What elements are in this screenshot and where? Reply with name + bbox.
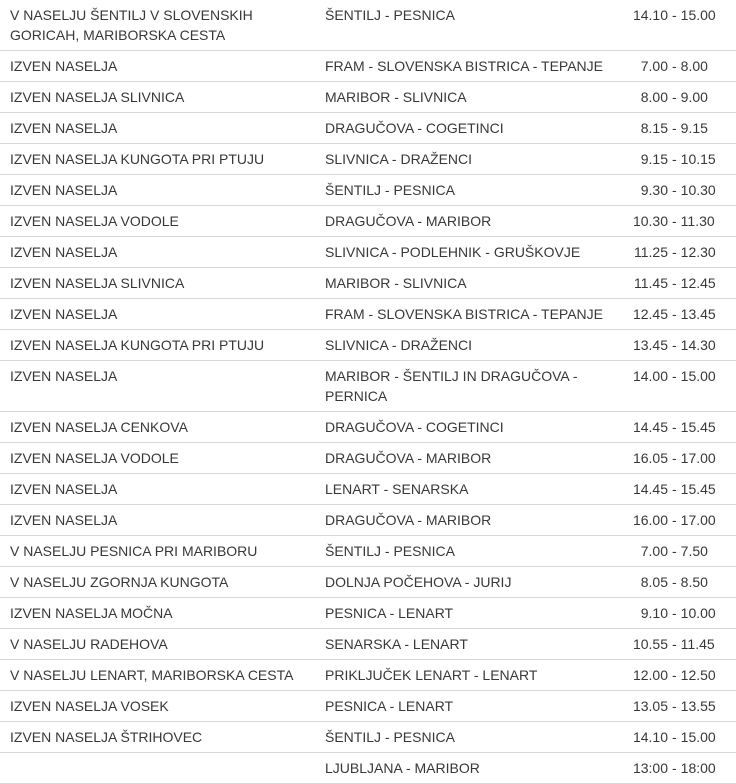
time-cell	[620, 541, 736, 561]
location-cell	[0, 335, 315, 355]
route-text: DRAGUČOVA - COGETINCI	[325, 419, 504, 435]
route-text: FRAM - SLOVENSKA BISTRICA - TEPANJE	[325, 306, 603, 322]
location-cell	[0, 366, 315, 386]
time-start-text: 16.05	[632, 450, 668, 466]
location-cell	[0, 273, 315, 293]
location-cell	[0, 448, 315, 468]
time-separator: -	[672, 698, 677, 714]
location-text: IZVEN NASELJA MOČNA	[10, 605, 173, 621]
table-row[interactable]	[0, 629, 736, 660]
time-start-text: 12.45	[632, 306, 668, 322]
location-text: IZVEN NASELJA	[10, 306, 118, 322]
time-end-text: 7.50	[680, 543, 708, 559]
time-start-text: 9.10	[640, 605, 668, 621]
location-cell	[0, 149, 315, 169]
time-end-text: 11.30	[680, 213, 715, 229]
route-text: FRAM - SLOVENSKA BISTRICA - TEPANJE	[325, 58, 603, 74]
location-text: IZVEN NASELJA VODOLE	[10, 450, 179, 466]
location-text: V NASELJU LENART, MARIBORSKA CESTA	[10, 667, 294, 683]
time-cell	[620, 242, 736, 262]
route-cell	[315, 510, 620, 530]
location-text: IZVEN NASELJA KUNGOTA PRI PTUJU	[10, 337, 265, 353]
time-cell	[620, 366, 736, 386]
time-separator: -	[672, 512, 677, 528]
route-text: ŠENTILJ - PESNICA	[325, 7, 455, 23]
route-text: SLIVNICA - PODLEHNIK - GRUŠKOVJE	[325, 244, 581, 260]
table-row[interactable]	[0, 474, 736, 505]
location-text: IZVEN NASELJA CENKOVA	[10, 419, 188, 435]
location-cell	[0, 304, 315, 324]
route-cell	[315, 56, 620, 76]
route-text: MARIBOR - SLIVNICA	[325, 275, 467, 291]
table-row[interactable]	[0, 175, 736, 206]
route-cell	[315, 5, 620, 25]
time-separator: -	[672, 244, 677, 260]
time-end-text: 10.30	[680, 182, 716, 198]
table-row[interactable]	[0, 113, 736, 144]
time-cell	[620, 180, 736, 200]
time-cell	[620, 603, 736, 623]
time-cell	[620, 758, 736, 778]
location-text: V NASELJU PESNICA PRI MARIBORU	[10, 543, 258, 559]
route-text: SENARSKA - LENART	[325, 636, 468, 652]
route-text: MARIBOR - ŠENTILJ IN DRAGUČOVA - PERNICA	[325, 368, 578, 404]
table-row[interactable]	[0, 722, 736, 753]
location-cell	[0, 479, 315, 499]
route-cell	[315, 304, 620, 324]
location-cell	[0, 634, 315, 654]
route-text: LENART - SENARSKA	[325, 481, 469, 497]
time-start-text: 11.45	[634, 275, 668, 291]
route-cell	[315, 87, 620, 107]
time-start-text: 10.30	[632, 213, 668, 229]
route-text: DOLNJA POČEHOVA - JURIJ	[325, 574, 512, 590]
route-cell	[315, 634, 620, 654]
location-cell	[0, 5, 315, 45]
time-start-text: 8.00	[640, 89, 668, 105]
route-text: DRAGUČOVA - COGETINCI	[325, 120, 504, 136]
location-cell	[0, 603, 315, 623]
time-start-text: 12.00	[632, 667, 668, 683]
table-row[interactable]	[0, 505, 736, 536]
time-separator: -	[672, 182, 677, 198]
time-start-text: 9.15	[640, 151, 668, 167]
location-text: IZVEN NASELJA	[10, 368, 118, 384]
time-separator: -	[672, 729, 677, 745]
location-text: IZVEN NASELJA	[10, 481, 118, 497]
time-cell	[620, 665, 736, 685]
time-end-text: 8.00	[680, 58, 708, 74]
time-separator: -	[672, 213, 677, 229]
time-start-text: 16.00	[632, 512, 668, 528]
time-separator: -	[672, 574, 677, 590]
route-cell	[315, 335, 620, 355]
time-separator: -	[672, 275, 677, 291]
time-end-text: 15.00	[680, 729, 716, 745]
table-row[interactable]	[0, 206, 736, 237]
time-cell	[620, 273, 736, 293]
time-separator: -	[672, 120, 677, 136]
time-start-text: 14.45	[632, 419, 668, 435]
time-separator: -	[672, 636, 677, 652]
time-start-text: 13.45	[632, 337, 668, 353]
time-separator: -	[672, 89, 677, 105]
time-end-text: 15.45	[680, 419, 716, 435]
time-end-text: 9.15	[680, 120, 708, 136]
route-cell	[315, 211, 620, 231]
time-end-text: 8.50	[680, 574, 708, 590]
table-row[interactable]	[0, 412, 736, 443]
route-text: ŠENTILJ - PESNICA	[325, 543, 455, 559]
location-text: IZVEN NASELJA SLIVNICA	[10, 89, 185, 105]
route-cell	[315, 448, 620, 468]
time-cell	[620, 479, 736, 499]
time-separator: -	[672, 337, 677, 353]
time-separator: -	[672, 151, 677, 167]
route-text: SLIVNICA - DRAŽENCI	[325, 337, 473, 353]
route-cell	[315, 180, 620, 200]
time-start-text: 11.25	[634, 244, 668, 260]
location-text: IZVEN NASELJA VOSEK	[10, 698, 169, 714]
route-text: MARIBOR - SLIVNICA	[325, 89, 467, 105]
time-end-text: 12.30	[680, 244, 716, 260]
route-text: SLIVNICA - DRAŽENCI	[325, 151, 473, 167]
time-separator: -	[672, 667, 677, 683]
time-separator: -	[672, 368, 677, 384]
table-row[interactable]	[0, 536, 736, 567]
location-cell	[0, 727, 315, 747]
route-text: PESNICA - LENART	[325, 698, 454, 714]
time-cell	[620, 118, 736, 138]
time-cell	[620, 56, 736, 76]
time-separator: -	[672, 760, 677, 776]
route-text: PRIKLJUČEK LENART - LENART	[325, 667, 538, 683]
time-separator: -	[672, 605, 677, 621]
time-start-text: 13.05	[632, 698, 668, 714]
time-cell	[620, 696, 736, 716]
table-row[interactable]	[0, 268, 736, 299]
route-cell	[315, 603, 620, 623]
time-separator: -	[672, 58, 677, 74]
location-cell	[0, 572, 315, 592]
location-cell	[0, 87, 315, 107]
route-text: ŠENTILJ - PESNICA	[325, 182, 455, 198]
route-cell	[315, 727, 620, 747]
time-cell	[620, 87, 736, 107]
time-separator: -	[672, 481, 677, 497]
location-cell	[0, 242, 315, 262]
table-row[interactable]	[0, 237, 736, 268]
time-start-text: 9.30	[640, 182, 668, 198]
time-end-text: 17.00	[680, 450, 716, 466]
location-cell	[0, 56, 315, 76]
route-text: DRAGUČOVA - MARIBOR	[325, 512, 492, 528]
time-end-text: 15.45	[680, 481, 716, 497]
table-row[interactable]	[0, 753, 736, 784]
time-cell	[620, 5, 736, 25]
location-text: IZVEN NASELJA	[10, 182, 118, 198]
time-end-text: 13.45	[680, 306, 716, 322]
time-end-text: 15.00	[680, 7, 716, 23]
route-cell	[315, 572, 620, 592]
route-text: PESNICA - LENART	[325, 605, 454, 621]
location-text: IZVEN NASELJA	[10, 244, 118, 260]
time-start-text: 7.00	[640, 58, 668, 74]
route-text: LJUBLJANA - MARIBOR	[325, 760, 480, 776]
location-cell	[0, 180, 315, 200]
time-cell	[620, 335, 736, 355]
table-row[interactable]	[0, 0, 736, 51]
time-cell	[620, 510, 736, 530]
time-end-text: 11.45	[680, 636, 715, 652]
time-cell	[620, 417, 736, 437]
location-text: IZVEN NASELJA KUNGOTA PRI PTUJU	[10, 151, 265, 167]
location-text: V NASELJU RADEHOVA	[10, 636, 168, 652]
route-cell	[315, 696, 620, 716]
time-end-text: 9.00	[680, 89, 708, 105]
location-text: IZVEN NASELJA VODOLE	[10, 213, 179, 229]
location-text: IZVEN NASELJA SLIVNICA	[10, 275, 185, 291]
route-cell	[315, 665, 620, 685]
table-row[interactable]	[0, 330, 736, 361]
time-cell	[620, 634, 736, 654]
table-row[interactable]	[0, 361, 736, 412]
location-text: IZVEN NASELJA	[10, 120, 118, 136]
time-end-text: 18:00	[680, 760, 716, 776]
table-row[interactable]	[0, 660, 736, 691]
time-cell	[620, 572, 736, 592]
time-end-text: 12.45	[680, 275, 716, 291]
table-row[interactable]	[0, 598, 736, 629]
time-cell	[620, 211, 736, 231]
time-start-text: 10.55	[632, 636, 668, 652]
time-end-text: 12.50	[680, 667, 716, 683]
time-end-text: 17.00	[680, 512, 716, 528]
time-cell	[620, 448, 736, 468]
route-cell	[315, 118, 620, 138]
location-text: IZVEN NASELJA	[10, 512, 118, 528]
time-cell	[620, 727, 736, 747]
time-start-text: 7.00	[640, 543, 668, 559]
time-end-text: 13.55	[680, 698, 716, 714]
time-cell	[620, 304, 736, 324]
time-separator: -	[672, 306, 677, 322]
route-cell	[315, 417, 620, 437]
table-row[interactable]	[0, 567, 736, 598]
location-text: IZVEN NASELJA ŠTRIHOVEC	[10, 729, 203, 745]
time-separator: -	[672, 419, 677, 435]
route-cell	[315, 479, 620, 499]
time-separator: -	[672, 543, 677, 559]
location-cell	[0, 211, 315, 231]
time-start-text: 8.05	[640, 574, 668, 590]
time-end-text: 14.30	[680, 337, 716, 353]
location-text: IZVEN NASELJA	[10, 58, 118, 74]
location-cell	[0, 417, 315, 437]
location-cell	[0, 510, 315, 530]
location-cell	[0, 541, 315, 561]
route-cell	[315, 273, 620, 293]
time-start-text: 14.10	[632, 729, 668, 745]
time-start-text: 14.00	[632, 368, 668, 384]
location-text: V NASELJU ŠENTILJ V SLOVENSKIH GORICAH, MARIBORSKA CESTA	[10, 7, 253, 43]
time-start-text: 14.45	[632, 481, 668, 497]
location-text: V NASELJU ZGORNJA KUNGOTA	[10, 574, 229, 590]
time-separator: -	[672, 7, 677, 23]
time-end-text: 10.15	[680, 151, 716, 167]
route-text: DRAGUČOVA - MARIBOR	[325, 213, 492, 229]
table-row[interactable]	[0, 299, 736, 330]
location-cell	[0, 696, 315, 716]
table-row[interactable]	[0, 51, 736, 82]
route-cell	[315, 149, 620, 169]
time-start-text: 8.15	[640, 120, 668, 136]
time-end-text: 10.00	[680, 605, 716, 621]
location-cell	[0, 118, 315, 138]
table-row[interactable]	[0, 691, 736, 722]
time-separator: -	[672, 450, 677, 466]
route-cell	[315, 758, 620, 778]
time-cell	[620, 149, 736, 169]
time-start-text: 13:00	[632, 760, 668, 776]
route-cell	[315, 242, 620, 262]
location-cell	[0, 665, 315, 685]
route-text: ŠENTILJ - PESNICA	[325, 729, 455, 745]
table-row[interactable]	[0, 144, 736, 175]
table-row[interactable]	[0, 82, 736, 113]
route-cell	[315, 541, 620, 561]
time-start-text: 14.10	[632, 7, 668, 23]
table-row[interactable]	[0, 443, 736, 474]
route-cell	[315, 366, 620, 406]
time-end-text: 15.00	[680, 368, 716, 384]
route-text: DRAGUČOVA - MARIBOR	[325, 450, 492, 466]
